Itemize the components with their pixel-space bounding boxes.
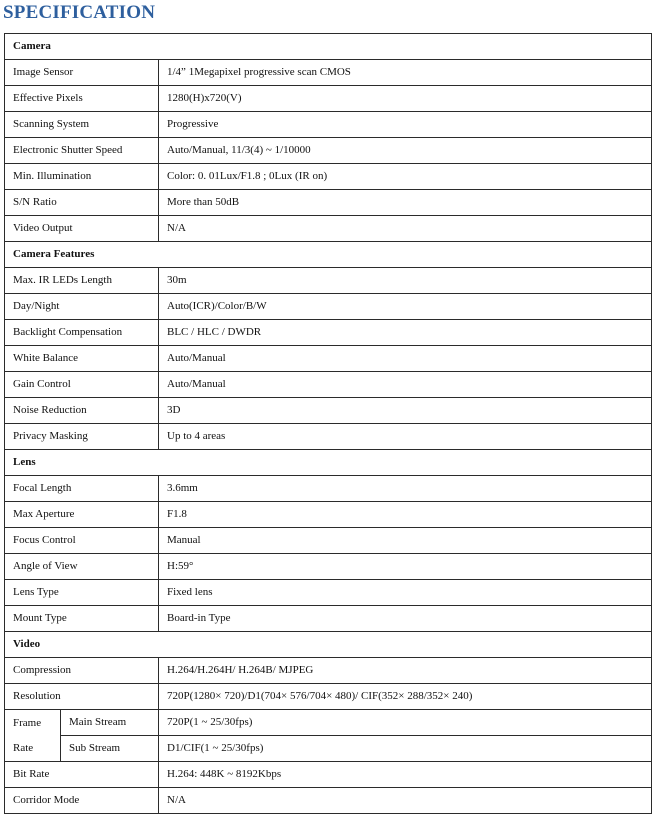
frame-rate-label-bottom: Rate	[13, 741, 34, 754]
spec-value: H:59°	[159, 554, 652, 580]
specification-table	[4, 33, 652, 814]
spec-value: N/A	[159, 216, 652, 242]
section-row-camera	[5, 34, 652, 60]
table-row	[5, 710, 652, 736]
spec-label: Gain Control	[5, 372, 159, 398]
spec-value: Manual	[159, 528, 652, 554]
spec-label: Min. Illumination	[5, 164, 159, 190]
section-heading: Video	[5, 632, 652, 658]
table-row	[5, 398, 652, 424]
table-row	[5, 762, 652, 788]
spec-label: Day/Night	[5, 294, 159, 320]
main-stream-label: Main Stream	[61, 710, 159, 736]
spec-value: 3D	[159, 398, 652, 424]
table-row	[5, 86, 652, 112]
section-heading: Lens	[5, 450, 652, 476]
table-row	[5, 138, 652, 164]
spec-label: Focus Control	[5, 528, 159, 554]
spec-value: D1/CIF(1 ~ 25/30fps)	[159, 736, 652, 762]
spec-label: Effective Pixels	[5, 86, 159, 112]
spec-value: Up to 4 areas	[159, 424, 652, 450]
table-row	[5, 580, 652, 606]
spec-value: H.264: 448K ~ 8192Kbps	[159, 762, 652, 788]
table-row	[5, 788, 652, 814]
section-heading: Camera	[5, 34, 652, 60]
sub-stream-label: Sub Stream	[61, 736, 159, 762]
spec-value: 1/4” 1Megapixel progressive scan CMOS	[159, 60, 652, 86]
spec-value: Fixed lens	[159, 580, 652, 606]
table-row	[5, 164, 652, 190]
spec-value: Auto/Manual	[159, 372, 652, 398]
spec-label: S/N Ratio	[5, 190, 159, 216]
table-row	[5, 372, 652, 398]
frame-rate-label-top: Frame	[13, 716, 42, 729]
table-row	[5, 554, 652, 580]
spec-value: Progressive	[159, 112, 652, 138]
table-row	[5, 190, 652, 216]
spec-label: Lens Type	[5, 580, 159, 606]
table-row	[5, 346, 652, 372]
spec-label: Scanning System	[5, 112, 159, 138]
spec-label: Max. IR LEDs Length	[5, 268, 159, 294]
spec-label: White Balance	[5, 346, 159, 372]
spec-value: Board-in Type	[159, 606, 652, 632]
table-row	[5, 268, 652, 294]
table-row	[5, 476, 652, 502]
spec-value: Color: 0. 01Lux/F1.8 ; 0Lux (IR on)	[159, 164, 652, 190]
spec-value: BLC / HLC / DWDR	[159, 320, 652, 346]
table-row	[5, 528, 652, 554]
spec-label: Privacy Masking	[5, 424, 159, 450]
spec-label: Bit Rate	[5, 762, 159, 788]
spec-value: Auto/Manual, 11/3(4) ~ 1/10000	[159, 138, 652, 164]
spec-value: More than 50dB	[159, 190, 652, 216]
section-row-video	[5, 632, 652, 658]
table-row	[5, 294, 652, 320]
table-row	[5, 60, 652, 86]
spec-value: 30m	[159, 268, 652, 294]
spec-value: F1.8	[159, 502, 652, 528]
spec-label: Max Aperture	[5, 502, 159, 528]
spec-label: Compression	[5, 658, 159, 684]
table-row	[5, 216, 652, 242]
spec-label: Video Output	[5, 216, 159, 242]
table-row	[5, 502, 652, 528]
table-row	[5, 606, 652, 632]
table-row	[5, 112, 652, 138]
spec-value: 1280(H)x720(V)	[159, 86, 652, 112]
spec-label: Electronic Shutter Speed	[5, 138, 159, 164]
spec-label: Focal Length	[5, 476, 159, 502]
section-row-lens	[5, 450, 652, 476]
spec-value: N/A	[159, 788, 652, 814]
section-heading: Camera Features	[5, 242, 652, 268]
table-row	[5, 424, 652, 450]
table-row	[5, 320, 652, 346]
spec-value: H.264/H.264H/ H.264B/ MJPEG	[159, 658, 652, 684]
spec-label: Corridor Mode	[5, 788, 159, 814]
section-row-camera-features	[5, 242, 652, 268]
table-row	[5, 658, 652, 684]
spec-label: Angle of View	[5, 554, 159, 580]
spec-value: 3.6mm	[159, 476, 652, 502]
frame-rate-label	[5, 710, 61, 762]
spec-label: Backlight Compensation	[5, 320, 159, 346]
spec-value: Auto/Manual	[159, 346, 652, 372]
table-row	[5, 684, 652, 710]
page-title: SPECIFICATION	[3, 2, 156, 23]
table-row	[5, 736, 652, 762]
spec-value: Auto(ICR)/Color/B/W	[159, 294, 652, 320]
spec-label: Image Sensor	[5, 60, 159, 86]
spec-label: Noise Reduction	[5, 398, 159, 424]
spec-label: Mount Type	[5, 606, 159, 632]
spec-value: 720P(1 ~ 25/30fps)	[159, 710, 652, 736]
spec-label: Resolution	[5, 684, 159, 710]
spec-value: 720P(1280× 720)/D1(704× 576/704× 480)/ CIF(352× 288/352× 240)	[159, 684, 652, 710]
